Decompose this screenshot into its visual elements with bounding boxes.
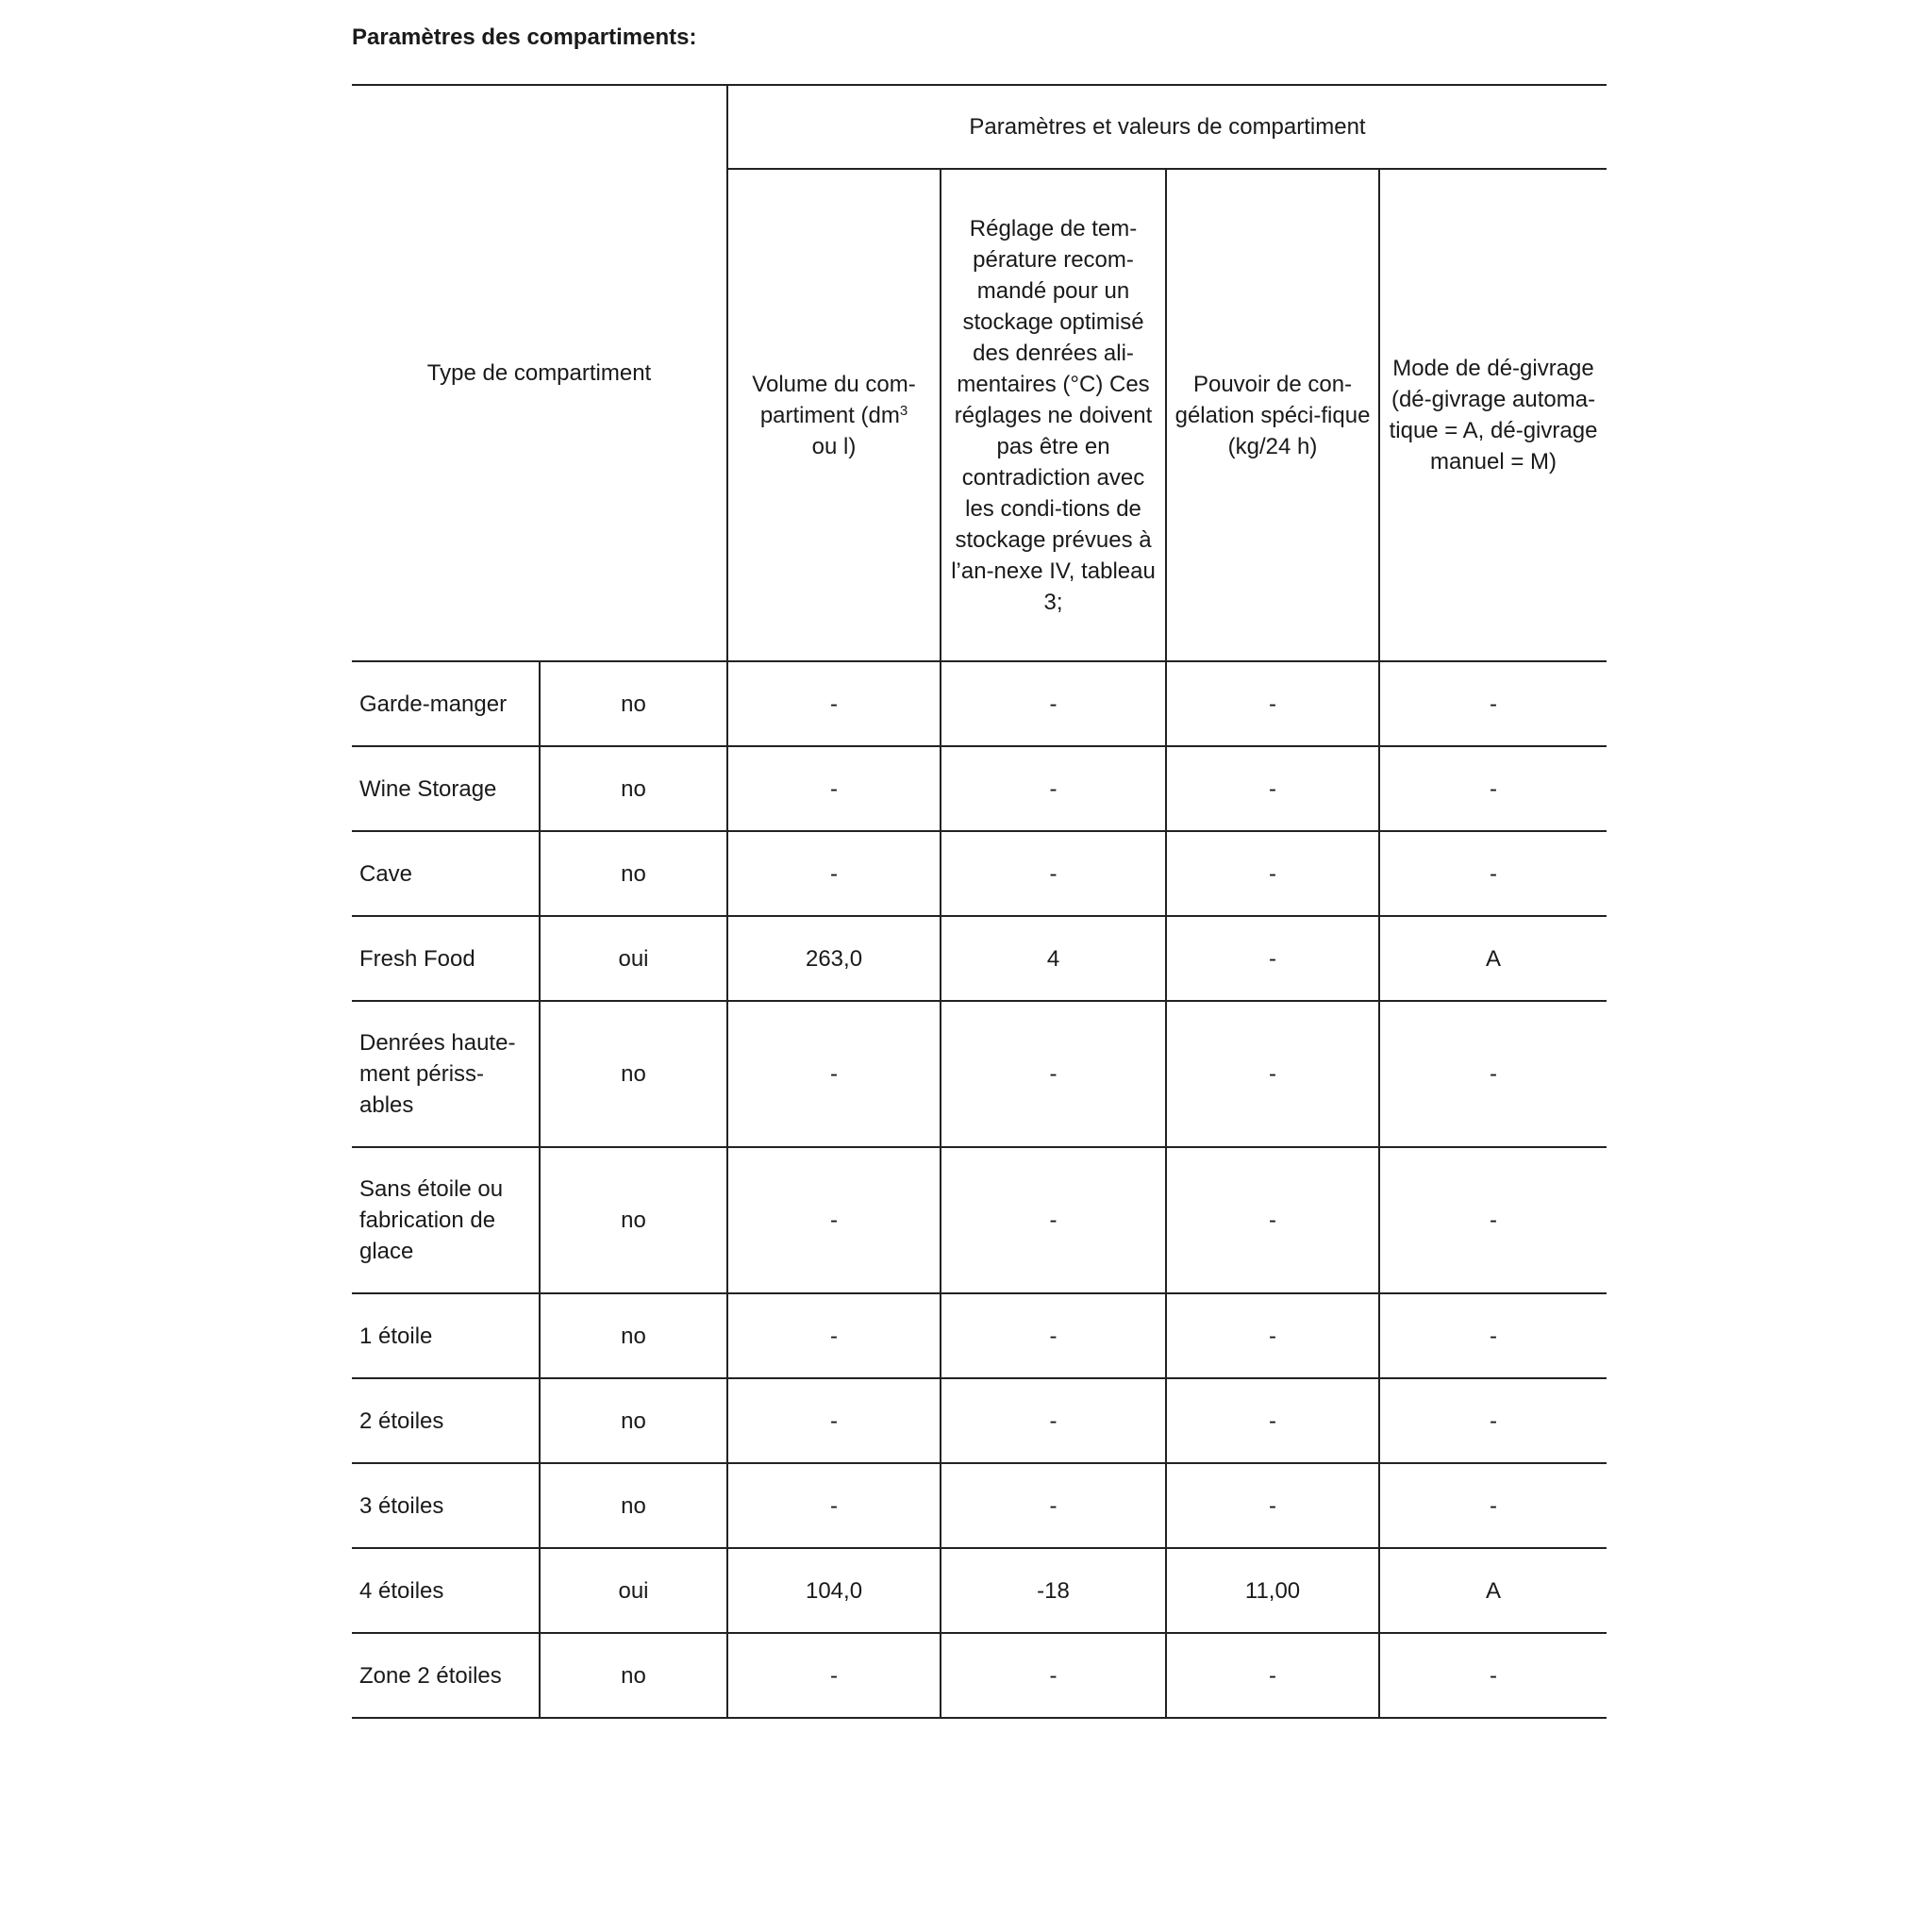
defrost-mode-cell: -: [1379, 1147, 1607, 1293]
compartment-present-cell: no: [540, 1463, 727, 1548]
defrost-mode-cell: -: [1379, 661, 1607, 746]
volume-cell: -: [727, 831, 941, 916]
table-row: [352, 661, 1607, 746]
page-title: Paramètres des compartiments:: [352, 25, 697, 50]
temperature-cell: -: [941, 831, 1166, 916]
defrost-mode-cell: -: [1379, 831, 1607, 916]
compartment-present-cell: no: [540, 661, 727, 746]
compartment-type-cell: 1 étoile: [352, 1293, 540, 1378]
compartment-type-cell: Zone 2 étoiles: [352, 1633, 540, 1718]
freezing-capacity-cell: -: [1166, 1378, 1379, 1463]
compartment-present-cell: no: [540, 831, 727, 916]
compartment-type-cell: Wine Storage: [352, 746, 540, 831]
compartment-type-cell: 3 étoiles: [352, 1463, 540, 1548]
compartment-present-cell: oui: [540, 916, 727, 1001]
compartment-parameters-table: [352, 84, 1607, 1719]
defrost-mode-cell: -: [1379, 1633, 1607, 1718]
defrost-mode-cell: -: [1379, 1293, 1607, 1378]
freezing-capacity-column-header: Pouvoir de con-gélation spéci-fique (kg/24 h): [1166, 169, 1379, 661]
table-row: [352, 1147, 1607, 1293]
temperature-cell: -: [941, 746, 1166, 831]
table-row: [352, 1463, 1607, 1548]
table-row: [352, 1633, 1607, 1718]
volume-column-header: [727, 169, 941, 661]
temperature-cell: -18: [941, 1548, 1166, 1633]
volume-cell: -: [727, 746, 941, 831]
compartment-present-cell: oui: [540, 1548, 727, 1633]
volume-cell: -: [727, 1633, 941, 1718]
defrost-mode-column-header: Mode de dé-givrage (dé-givrage automa-tique = A, dé-givrage manuel = M): [1379, 169, 1607, 661]
freezing-capacity-cell: -: [1166, 916, 1379, 1001]
freezing-capacity-cell: -: [1166, 831, 1379, 916]
volume-cell: 104,0: [727, 1548, 941, 1633]
table-row: [352, 1293, 1607, 1378]
compartment-present-cell: no: [540, 1001, 727, 1147]
compartment-type-cell: 2 étoiles: [352, 1378, 540, 1463]
compartment-present-cell: no: [540, 1378, 727, 1463]
table-row: [352, 831, 1607, 916]
table-row: [352, 1548, 1607, 1633]
temperature-cell: -: [941, 1378, 1166, 1463]
defrost-mode-cell: A: [1379, 916, 1607, 1001]
volume-cell: -: [727, 1147, 941, 1293]
compartment-present-cell: no: [540, 1293, 727, 1378]
defrost-mode-cell: A: [1379, 1548, 1607, 1633]
freezing-capacity-cell: -: [1166, 1633, 1379, 1718]
volume-header-suffix: ou l): [811, 433, 857, 459]
temperature-cell: -: [941, 1293, 1166, 1378]
table-row: [352, 916, 1607, 1001]
compartment-present-cell: no: [540, 746, 727, 831]
volume-header-superscript: 3: [899, 402, 908, 419]
freezing-capacity-cell: -: [1166, 1147, 1379, 1293]
defrost-mode-cell: -: [1379, 1463, 1607, 1548]
volume-cell: -: [727, 661, 941, 746]
parameters-group-header: Paramètres et valeurs de compartiment: [727, 85, 1607, 169]
table-row: [352, 1378, 1607, 1463]
volume-cell: 263,0: [727, 916, 941, 1001]
defrost-mode-cell: -: [1379, 1001, 1607, 1147]
volume-header-text: Volume du com-partiment (dm: [752, 371, 916, 428]
temperature-cell: -: [941, 1147, 1166, 1293]
compartment-type-cell: Denrées haute-ment périss-ables: [352, 1001, 540, 1147]
compartment-present-cell: no: [540, 1633, 727, 1718]
volume-cell: -: [727, 1463, 941, 1548]
freezing-capacity-cell: -: [1166, 1293, 1379, 1378]
defrost-mode-cell: -: [1379, 1378, 1607, 1463]
volume-cell: -: [727, 1001, 941, 1147]
volume-cell: -: [727, 1293, 941, 1378]
freezing-capacity-cell: -: [1166, 746, 1379, 831]
compartment-type-cell: Fresh Food: [352, 916, 540, 1001]
temperature-cell: -: [941, 1001, 1166, 1147]
freezing-capacity-cell: -: [1166, 1001, 1379, 1147]
table-row: [352, 1001, 1607, 1147]
compartment-type-cell: Garde-manger: [352, 661, 540, 746]
volume-cell: -: [727, 1378, 941, 1463]
compartment-type-cell: Cave: [352, 831, 540, 916]
temperature-cell: -: [941, 1463, 1166, 1548]
compartment-present-cell: no: [540, 1147, 727, 1293]
freezing-capacity-cell: -: [1166, 1463, 1379, 1548]
defrost-mode-cell: -: [1379, 746, 1607, 831]
temperature-cell: -: [941, 1633, 1166, 1718]
temperature-column-header: Réglage de tem-pérature recom-mandé pour un stockage optimisé des denrées ali-mentaires (°C) Ces réglages ne doivent pas être en contradiction avec les condi-tions de stockage prévues à l’an-nexe IV, tableau 3;: [941, 169, 1166, 661]
compartment-type-cell: 4 étoiles: [352, 1548, 540, 1633]
freezing-capacity-cell: 11,00: [1166, 1548, 1379, 1633]
temperature-cell: -: [941, 661, 1166, 746]
compartment-type-header: Type de compartiment: [352, 85, 727, 661]
table-row: [352, 746, 1607, 831]
temperature-cell: 4: [941, 916, 1166, 1001]
compartment-type-cell: Sans étoile ou fabrication de glace: [352, 1147, 540, 1293]
freezing-capacity-cell: -: [1166, 661, 1379, 746]
